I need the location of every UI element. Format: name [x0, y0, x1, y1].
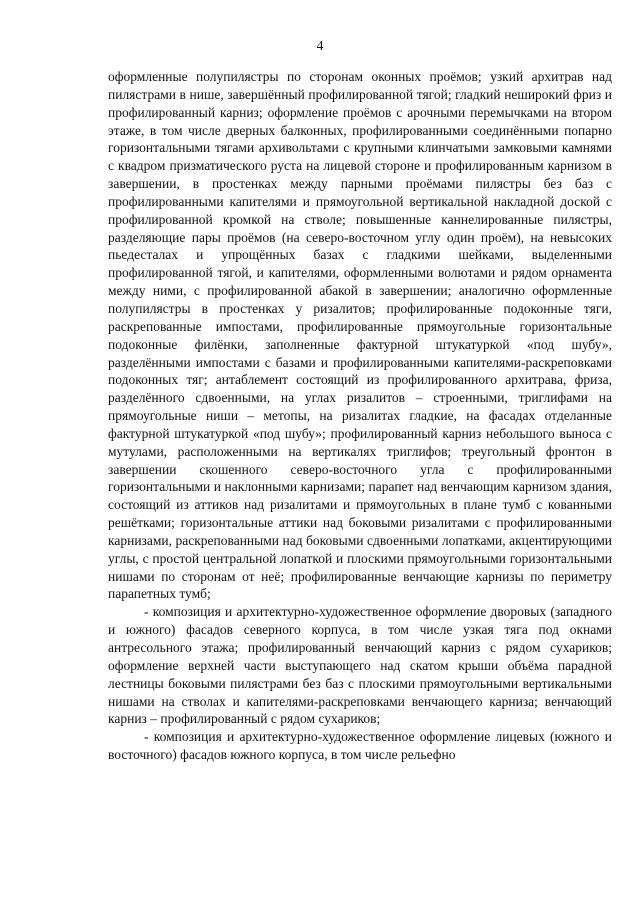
page-number: 4	[316, 38, 324, 53]
paragraph-1: оформленные полупилястры по сторонам оконных проёмов; узкий архитрав над пилястрами в нише, завершённый профилированной тягой; гладкий неширокий фриз и профилированный карниз; оформление проёмов с арочными перемычками на втором этаже, в том числе дверных балконных, профилированными соединёнными попарно горизонтальными тягами архивольтами с крупными клинчатыми замковыми камнями с квадром призматического руста на лицевой стороне и профилированным карнизом в завершении, в простенках между парными проёмами пилястры без баз с профилированными капителями и прямоугольной вертикальной накладной доской с профилированной кромкой на стволе; повышенные каннелированные пилястры, разделяющие пары проёмов (на северо-восточном углу один проём), на невысоких пьедесталах и упрощённых базах с гладкими шейками, выделенными профилированной тягой, и капителями, оформленными волютами и рядом орнамента между ними, с профилированной абакой в завершении; аналогично оформленные полупилястры в простенках у ризалитов; профилированные подоконные тяги, раскрепованные импостами, профилированные прямоугольные горизонтальные подоконные филёнки, заполненные фактурной штукатуркой «под шубу», разделёнными импостами с базами и профилированными капителями-раскреповками подоконных тяг; антаблемент состоящий из профилированного архитрава, фриза, разделённого сдвоенными, на углах ризалитов – строенными, триглифами на прямоугольные ниши – метопы, на ризалитах гладкие, на фасадах отделанные фактурной штукатуркой «под шубу»; профилированный карниз небольшого выноса с мутулами, расположенными на вертикалях триглифов; треугольный фронтон в завершении скошенного северо-восточного угла с профилированными горизонтальными и наклонными карнизами; парапет над венчающим карнизом здания, состоящий из аттиков над ризалитами и прямоугольных в плане тумб с кованными решётками; горизонтальные аттики над боковыми ризалитами с профилированными карнизами, раскрепованными над боковыми сдвоенными лопатками, акцентирующими углы, с простой центральной лопаткой и плоскими прямоугольными горизонтальными нишами по сторонам от неё; профилированные венчающие карнизы по периметру парапетных тумб;	[108, 69, 612, 602]
paragraph-2: - композиция и архитектурно-художественное оформление дворовых (западного и южного) фасадов северного корпуса, в том числе узкая тяга под окнами антресольного этажа; профилированный венчающий карниз с рядом сухариков; оформление верхней части выступающего над скатом крыши объёма парадной лестницы боковыми пилястрами без баз с плоскими прямоугольными вертикальными нишами на стволах и капителями-раскреповками венчающего карниза; венчающий карниз – профилированный с рядом сухариков;	[108, 604, 612, 727]
document-body	[108, 68, 612, 764]
paragraph-3: - композиция и архитектурно-художественное оформление лицевых (южного и восточного) фасадов южного корпуса, в том числе рельефно	[108, 729, 612, 763]
